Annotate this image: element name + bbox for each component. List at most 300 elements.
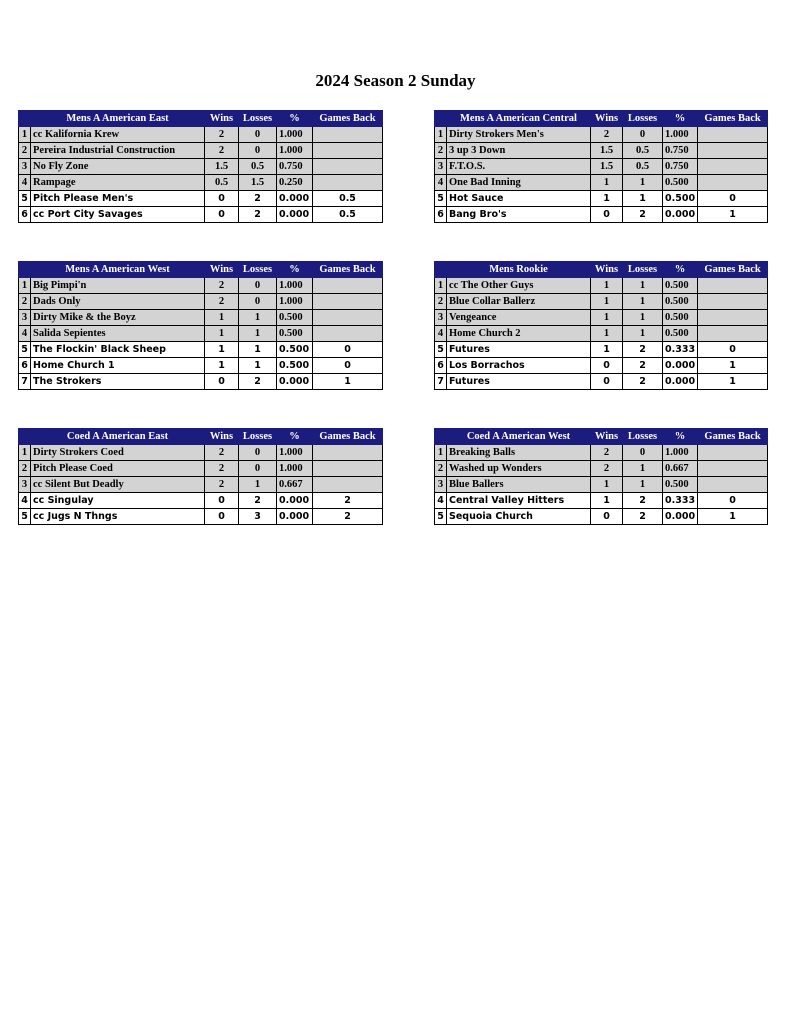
rank-cell: 4	[19, 493, 31, 509]
wins-cell: 0	[205, 493, 239, 509]
wins-cell: 1	[591, 294, 623, 310]
rank-cell: 5	[19, 191, 31, 207]
games-back-cell	[313, 326, 383, 342]
table-row	[19, 326, 383, 342]
table-header-row	[435, 111, 768, 127]
games-back-cell	[313, 445, 383, 461]
table-row	[19, 175, 383, 191]
division-name: Coed A American East	[31, 429, 205, 445]
rank-cell: 2	[19, 461, 31, 477]
pct-header: %	[277, 262, 313, 278]
pct-cell: 0.000	[277, 207, 313, 223]
wins-cell: 1.5	[591, 143, 623, 159]
wins-cell: 0	[205, 207, 239, 223]
table-row	[19, 278, 383, 294]
pct-cell: 0.500	[663, 310, 698, 326]
team-name-cell: Dirty Mike & the Boyz	[31, 310, 205, 326]
table-header-row	[19, 262, 383, 278]
losses-cell: 0	[623, 445, 663, 461]
rank-cell: 3	[19, 159, 31, 175]
losses-header: Losses	[239, 262, 277, 278]
rank-cell: 4	[435, 175, 447, 191]
table-row	[19, 509, 383, 525]
wins-cell: 2	[205, 477, 239, 493]
team-name-cell: Pitch Please Men's	[31, 191, 205, 207]
pct-cell: 1.000	[277, 461, 313, 477]
pct-cell: 0.333	[663, 342, 698, 358]
rank-cell: 5	[19, 342, 31, 358]
losses-cell: 1	[623, 461, 663, 477]
rank-cell: 1	[435, 127, 447, 143]
table-header-row	[435, 262, 768, 278]
pct-cell: 0.500	[277, 326, 313, 342]
rank-cell: 4	[19, 175, 31, 191]
rank-cell: 2	[435, 143, 447, 159]
losses-header: Losses	[623, 111, 663, 127]
games-back-cell	[313, 294, 383, 310]
losses-cell: 0	[623, 127, 663, 143]
rank-cell: 6	[19, 358, 31, 374]
table-row	[435, 143, 768, 159]
games-back-header: Games Back	[313, 262, 383, 278]
losses-cell: 2	[623, 358, 663, 374]
losses-cell: 1	[623, 326, 663, 342]
rank-cell: 6	[435, 207, 447, 223]
team-name-cell: Los Borrachos	[447, 358, 591, 374]
losses-cell: 1	[239, 358, 277, 374]
team-name-cell: Washed up Wonders	[447, 461, 591, 477]
losses-cell: 1	[239, 310, 277, 326]
table-row	[19, 445, 383, 461]
games-back-cell: 0	[313, 358, 383, 374]
rank-cell: 1	[19, 127, 31, 143]
wins-cell: 2	[591, 127, 623, 143]
wins-cell: 1	[205, 310, 239, 326]
wins-cell: 2	[205, 278, 239, 294]
table-row	[435, 127, 768, 143]
games-back-cell: 0	[698, 191, 768, 207]
rank-cell: 3	[19, 310, 31, 326]
table-row	[19, 159, 383, 175]
wins-cell: 1.5	[205, 159, 239, 175]
losses-cell: 1	[623, 191, 663, 207]
wins-cell: 1	[205, 358, 239, 374]
rank-cell: 4	[435, 326, 447, 342]
games-back-cell: 0	[313, 342, 383, 358]
pct-cell: 0.500	[277, 342, 313, 358]
table-row	[435, 342, 768, 358]
pct-cell: 0.000	[663, 207, 698, 223]
games-back-header: Games Back	[698, 429, 768, 445]
wins-cell: 2	[591, 461, 623, 477]
team-name-cell: Pitch Please Coed	[31, 461, 205, 477]
games-back-cell	[313, 159, 383, 175]
team-name-cell: cc Singulay	[31, 493, 205, 509]
games-back-cell	[698, 278, 768, 294]
wins-cell: 1	[591, 342, 623, 358]
standings-table-coed-a-american-east	[18, 428, 383, 525]
pct-cell: 0.750	[277, 159, 313, 175]
wins-cell: 0	[205, 191, 239, 207]
wins-cell: 1	[591, 477, 623, 493]
team-name-cell: Futures	[447, 374, 591, 390]
games-back-cell	[698, 294, 768, 310]
table-row	[435, 191, 768, 207]
rank-cell: 3	[19, 477, 31, 493]
team-name-cell: Dads Only	[31, 294, 205, 310]
games-back-header: Games Back	[313, 111, 383, 127]
team-name-cell: cc The Other Guys	[447, 278, 591, 294]
losses-cell: 3	[239, 509, 277, 525]
losses-cell: 2	[623, 342, 663, 358]
losses-header: Losses	[239, 429, 277, 445]
rank-header	[435, 262, 447, 278]
wins-cell: 1	[205, 342, 239, 358]
table-row	[19, 294, 383, 310]
team-name-cell: Home Church 2	[447, 326, 591, 342]
team-name-cell: One Bad Inning	[447, 175, 591, 191]
team-name-cell: The Flockin' Black Sheep	[31, 342, 205, 358]
rank-cell: 2	[435, 461, 447, 477]
wins-cell: 0	[591, 358, 623, 374]
games-back-cell	[698, 477, 768, 493]
wins-cell: 2	[205, 445, 239, 461]
wins-cell: 0	[205, 374, 239, 390]
pct-header: %	[663, 111, 698, 127]
standings-table-mens-rookie	[434, 261, 768, 390]
losses-cell: 0	[239, 278, 277, 294]
losses-cell: 1	[239, 477, 277, 493]
wins-cell: 0	[591, 374, 623, 390]
standings-table-mens-a-american-central	[434, 110, 768, 223]
pct-cell: 1.000	[277, 143, 313, 159]
rank-cell: 3	[435, 477, 447, 493]
rank-cell: 7	[19, 374, 31, 390]
rank-cell: 5	[435, 191, 447, 207]
rank-cell: 4	[435, 493, 447, 509]
table-row	[435, 207, 768, 223]
pct-cell: 0.000	[277, 374, 313, 390]
rank-cell: 1	[19, 278, 31, 294]
losses-header: Losses	[623, 429, 663, 445]
losses-cell: 1	[623, 477, 663, 493]
losses-cell: 0	[239, 294, 277, 310]
standings-table-coed-a-american-west	[434, 428, 768, 525]
losses-cell: 1	[239, 326, 277, 342]
team-name-cell: cc Silent But Deadly	[31, 477, 205, 493]
rank-cell: 6	[19, 207, 31, 223]
losses-cell: 2	[623, 509, 663, 525]
rank-cell: 5	[435, 342, 447, 358]
wins-cell: 2	[205, 143, 239, 159]
losses-cell: 0	[239, 445, 277, 461]
pct-cell: 1.000	[277, 127, 313, 143]
table-row	[19, 143, 383, 159]
table-row	[19, 358, 383, 374]
table-header-row	[19, 111, 383, 127]
table-row	[19, 127, 383, 143]
pct-cell: 0.250	[277, 175, 313, 191]
rank-cell: 4	[19, 326, 31, 342]
pct-cell: 1.000	[277, 294, 313, 310]
standings-table-mens-a-american-west	[18, 261, 383, 390]
wins-cell: 0	[591, 207, 623, 223]
team-name-cell: Hot Sauce	[447, 191, 591, 207]
losses-cell: 0	[239, 143, 277, 159]
pct-cell: 0.333	[663, 493, 698, 509]
games-back-header: Games Back	[698, 262, 768, 278]
pct-header: %	[277, 429, 313, 445]
team-name-cell: Salida Sepientes	[31, 326, 205, 342]
rank-cell: 3	[435, 159, 447, 175]
losses-cell: 1	[623, 278, 663, 294]
pct-cell: 0.500	[277, 310, 313, 326]
pct-cell: 1.000	[277, 445, 313, 461]
wins-cell: 1	[591, 493, 623, 509]
division-name: Mens A American Central	[447, 111, 591, 127]
games-back-cell	[698, 175, 768, 191]
team-name-cell: cc Kalifornia Krew	[31, 127, 205, 143]
wins-header: Wins	[591, 111, 623, 127]
rank-header	[19, 111, 31, 127]
losses-cell: 0.5	[239, 159, 277, 175]
games-back-cell: 0	[698, 342, 768, 358]
games-back-cell	[313, 278, 383, 294]
division-name: Mens A American West	[31, 262, 205, 278]
table-header-row	[19, 429, 383, 445]
games-back-cell: 2	[313, 509, 383, 525]
table-row	[19, 310, 383, 326]
table-row	[19, 477, 383, 493]
wins-cell: 1	[205, 326, 239, 342]
table-row	[435, 159, 768, 175]
losses-cell: 0	[239, 127, 277, 143]
wins-cell: 1	[591, 326, 623, 342]
table-row	[435, 294, 768, 310]
games-back-cell: 2	[313, 493, 383, 509]
table-row	[19, 342, 383, 358]
wins-cell: 2	[591, 445, 623, 461]
losses-cell: 0.5	[623, 143, 663, 159]
wins-cell: 1	[591, 191, 623, 207]
losses-cell: 0.5	[623, 159, 663, 175]
rank-header	[19, 429, 31, 445]
pct-header: %	[277, 111, 313, 127]
pct-cell: 1.000	[663, 127, 698, 143]
team-name-cell: Dirty Strokers Coed	[31, 445, 205, 461]
rank-header	[435, 429, 447, 445]
rank-cell: 6	[435, 358, 447, 374]
rank-header	[435, 111, 447, 127]
wins-cell: 2	[205, 127, 239, 143]
rank-cell: 7	[435, 374, 447, 390]
team-name-cell: cc Jugs N Thngs	[31, 509, 205, 525]
team-name-cell: Blue Collar Ballerz	[447, 294, 591, 310]
games-back-cell: 1	[698, 207, 768, 223]
table-row	[435, 175, 768, 191]
games-back-cell	[313, 477, 383, 493]
table-row	[19, 461, 383, 477]
pct-cell: 1.000	[277, 278, 313, 294]
division-name: Coed A American West	[447, 429, 591, 445]
team-name-cell: Sequoia Church	[447, 509, 591, 525]
team-name-cell: Vengeance	[447, 310, 591, 326]
losses-cell: 2	[239, 493, 277, 509]
page-title: 2024 Season 2 Sunday	[315, 71, 476, 90]
games-back-cell: 1	[698, 358, 768, 374]
pct-cell: 0.750	[663, 143, 698, 159]
losses-cell: 1	[623, 294, 663, 310]
team-name-cell: Pereira Industrial Construction	[31, 143, 205, 159]
table-row	[435, 445, 768, 461]
team-name-cell: Dirty Strokers Men's	[447, 127, 591, 143]
table-row	[435, 493, 768, 509]
wins-cell: 2	[205, 294, 239, 310]
games-back-header: Games Back	[313, 429, 383, 445]
pct-cell: 1.000	[663, 445, 698, 461]
rank-header	[19, 262, 31, 278]
team-name-cell: Rampage	[31, 175, 205, 191]
table-row	[19, 191, 383, 207]
wins-cell: 2	[205, 461, 239, 477]
pct-cell: 0.000	[663, 509, 698, 525]
team-name-cell: The Strokers	[31, 374, 205, 390]
losses-cell: 1	[623, 310, 663, 326]
pct-cell: 0.500	[277, 358, 313, 374]
table-header-row	[435, 429, 768, 445]
losses-cell: 1.5	[239, 175, 277, 191]
games-back-cell	[698, 445, 768, 461]
rank-cell: 5	[19, 509, 31, 525]
games-back-cell	[698, 159, 768, 175]
games-back-cell	[313, 127, 383, 143]
pct-cell: 0.000	[277, 191, 313, 207]
rank-cell: 1	[435, 445, 447, 461]
pct-header: %	[663, 262, 698, 278]
rank-cell: 5	[435, 509, 447, 525]
pct-cell: 0.000	[663, 374, 698, 390]
pct-cell: 0.500	[663, 326, 698, 342]
games-back-cell	[313, 310, 383, 326]
games-back-cell	[313, 175, 383, 191]
pct-cell: 0.750	[663, 159, 698, 175]
losses-cell: 2	[623, 493, 663, 509]
games-back-cell: 1	[313, 374, 383, 390]
table-row	[19, 207, 383, 223]
pct-cell: 0.500	[663, 191, 698, 207]
losses-cell: 2	[239, 191, 277, 207]
team-name-cell: Central Valley Hitters	[447, 493, 591, 509]
pct-cell: 0.000	[277, 509, 313, 525]
wins-header: Wins	[591, 429, 623, 445]
pct-header: %	[663, 429, 698, 445]
team-name-cell: 3 up 3 Down	[447, 143, 591, 159]
wins-cell: 0	[205, 509, 239, 525]
table-row	[435, 477, 768, 493]
team-name-cell: Breaking Balls	[447, 445, 591, 461]
table-row	[19, 374, 383, 390]
team-name-cell: cc Port City Savages	[31, 207, 205, 223]
losses-cell: 1	[623, 175, 663, 191]
pct-cell: 0.667	[663, 461, 698, 477]
team-name-cell: Bang Bro's	[447, 207, 591, 223]
games-back-cell	[698, 326, 768, 342]
pct-cell: 0.500	[663, 477, 698, 493]
games-back-cell	[313, 461, 383, 477]
wins-header: Wins	[205, 429, 239, 445]
table-row	[435, 461, 768, 477]
wins-header: Wins	[591, 262, 623, 278]
team-name-cell: Futures	[447, 342, 591, 358]
wins-cell: 1	[591, 310, 623, 326]
rank-cell: 1	[19, 445, 31, 461]
table-row	[435, 509, 768, 525]
games-back-cell	[698, 127, 768, 143]
team-name-cell: Blue Ballers	[447, 477, 591, 493]
wins-cell: 1	[591, 278, 623, 294]
division-name: Mens Rookie	[447, 262, 591, 278]
rank-cell: 2	[435, 294, 447, 310]
games-back-cell	[698, 461, 768, 477]
team-name-cell: F.T.O.S.	[447, 159, 591, 175]
games-back-cell	[698, 310, 768, 326]
wins-header: Wins	[205, 262, 239, 278]
losses-cell: 2	[239, 374, 277, 390]
table-row	[435, 310, 768, 326]
losses-cell: 1	[239, 342, 277, 358]
rank-cell: 2	[19, 294, 31, 310]
standings-table-mens-a-american-east	[18, 110, 383, 223]
wins-cell: 0.5	[205, 175, 239, 191]
games-back-cell: 0	[698, 493, 768, 509]
games-back-cell: 0.5	[313, 207, 383, 223]
pct-cell: 0.500	[663, 278, 698, 294]
pct-cell: 0.500	[663, 175, 698, 191]
wins-cell: 1.5	[591, 159, 623, 175]
losses-cell: 2	[623, 374, 663, 390]
table-row	[435, 358, 768, 374]
table-row	[435, 374, 768, 390]
team-name-cell: No Fly Zone	[31, 159, 205, 175]
losses-header: Losses	[239, 111, 277, 127]
pct-cell: 0.000	[277, 493, 313, 509]
games-back-cell: 1	[698, 374, 768, 390]
table-row	[435, 278, 768, 294]
games-back-cell: 1	[698, 509, 768, 525]
rank-cell: 2	[19, 143, 31, 159]
pct-cell: 0.667	[277, 477, 313, 493]
losses-cell: 2	[239, 207, 277, 223]
table-row	[19, 493, 383, 509]
wins-cell: 0	[591, 509, 623, 525]
losses-header: Losses	[623, 262, 663, 278]
table-row	[435, 326, 768, 342]
losses-cell: 0	[239, 461, 277, 477]
division-name: Mens A American East	[31, 111, 205, 127]
team-name-cell: Big Pimpi'n	[31, 278, 205, 294]
games-back-header: Games Back	[698, 111, 768, 127]
pct-cell: 0.500	[663, 294, 698, 310]
games-back-cell	[313, 143, 383, 159]
wins-header: Wins	[205, 111, 239, 127]
losses-cell: 2	[623, 207, 663, 223]
games-back-cell: 0.5	[313, 191, 383, 207]
rank-cell: 1	[435, 278, 447, 294]
team-name-cell: Home Church 1	[31, 358, 205, 374]
pct-cell: 0.000	[663, 358, 698, 374]
rank-cell: 3	[435, 310, 447, 326]
wins-cell: 1	[591, 175, 623, 191]
